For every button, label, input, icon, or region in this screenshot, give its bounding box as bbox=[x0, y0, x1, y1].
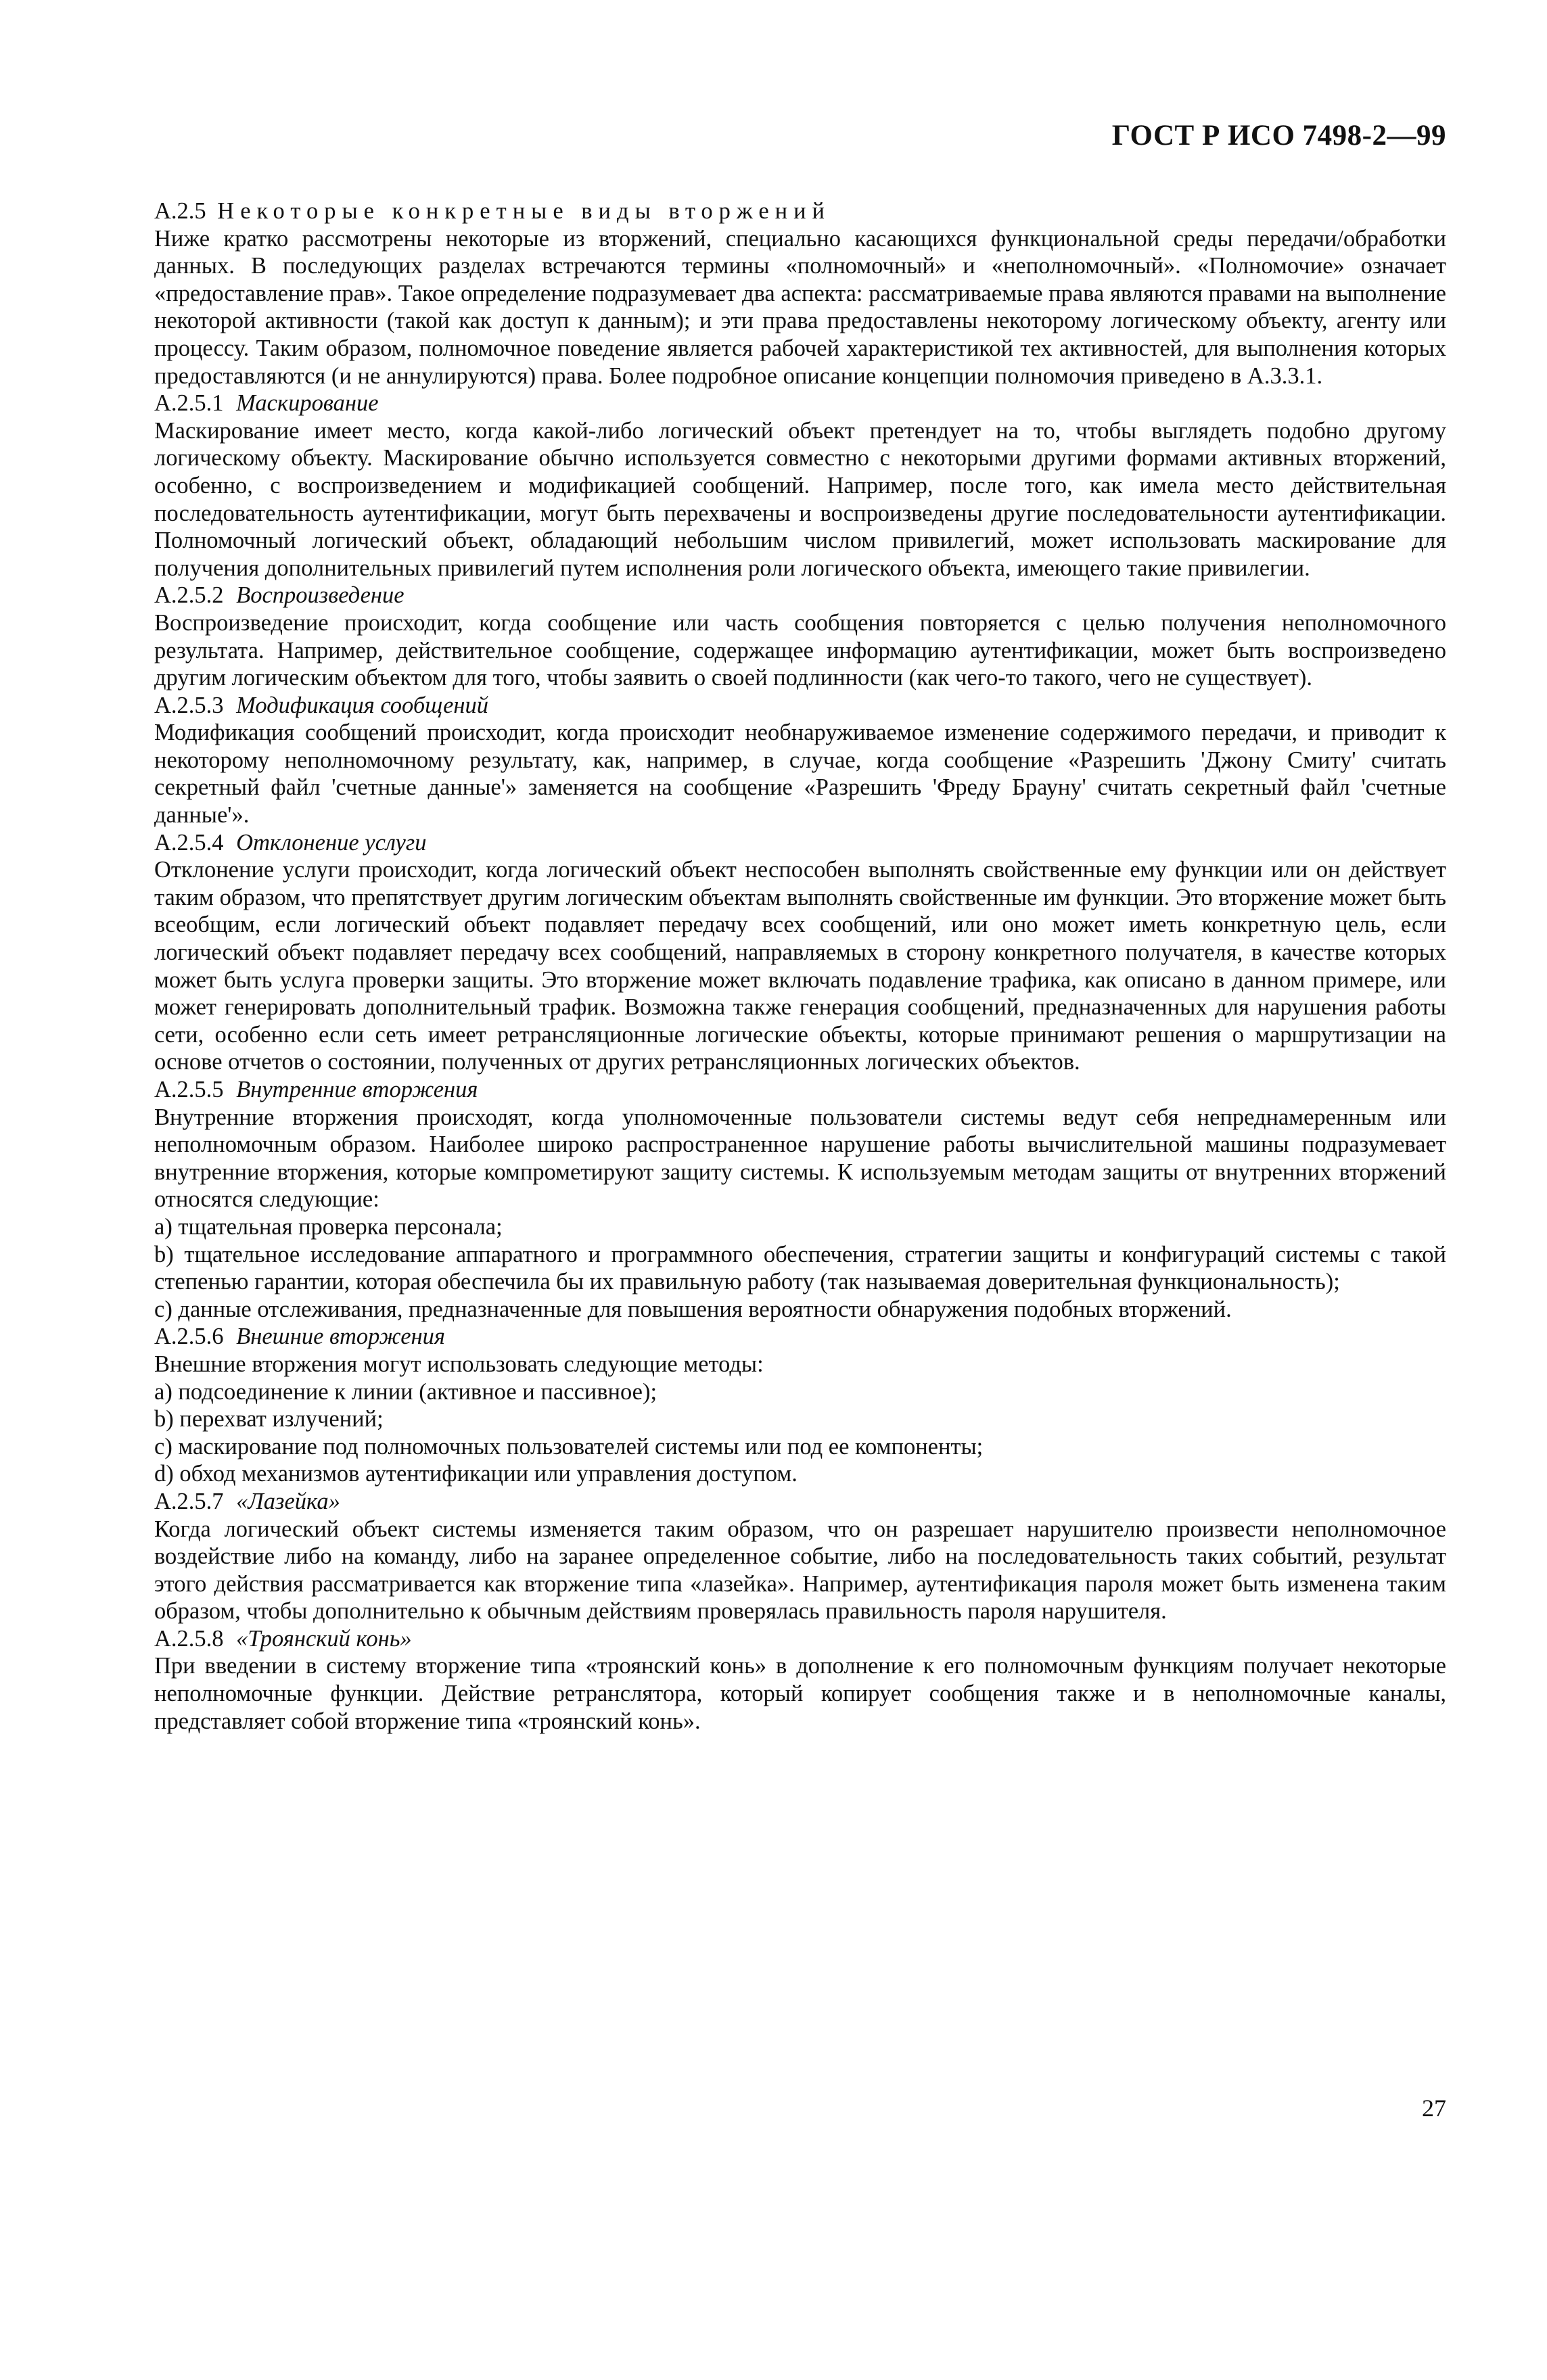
page-number: 27 bbox=[1422, 2095, 1446, 2122]
subsection-heading bbox=[154, 1323, 1446, 1351]
subsection-heading bbox=[154, 1488, 1446, 1516]
heading-title: «Троянский конь» bbox=[236, 1625, 412, 1652]
subsection-heading bbox=[154, 582, 1446, 609]
subsection-heading bbox=[154, 692, 1446, 720]
heading-number: A.2.5.7 bbox=[154, 1488, 224, 1514]
subsection-heading bbox=[154, 390, 1446, 417]
heading-number: A.2.5.3 bbox=[154, 692, 224, 718]
subsection-heading bbox=[154, 1076, 1446, 1104]
heading-title: Маскирование bbox=[236, 390, 379, 417]
heading-title: Внутренние вторжения bbox=[236, 1077, 478, 1102]
heading-number: A.2.5 bbox=[154, 198, 206, 224]
paragraph: a) тщательная проверка персонала; bbox=[154, 1213, 503, 1240]
paragraph: Модификация сообщений происходит, когда происходит необнаруживаемое изменение содержимого передачи, и приводит к некоторому неполномочному результату, как, например, в случае, когда сообщение «Разрешить 'Джону Смиту' считать секретный файл 'счетные данные'» заменяется на сообщение «Разрешить 'Фреду Брауну' считать секретный файл 'счетные данные'». bbox=[154, 720, 1446, 829]
heading-title: Отклонение услуги bbox=[236, 829, 427, 856]
heading-number: A.2.5.6 bbox=[154, 1324, 224, 1350]
paragraph: Внешние вторжения могут использовать следующие методы: bbox=[154, 1351, 764, 1377]
heading-number: A.2.5.5 bbox=[154, 1077, 224, 1102]
section-heading bbox=[154, 197, 1446, 225]
heading-title: Внешние вторжения bbox=[236, 1324, 445, 1350]
heading-title: Некоторые конкретные виды вторжений bbox=[217, 198, 831, 224]
heading-title: Модификация сообщений bbox=[236, 692, 489, 718]
paragraph: Внутренние вторжения происходят, когда уполномоченные пользователи системы ведут себя непреднамеренным или неполномочным образом. Наиболее широко распространенное нарушение работы вычислительной машины подразумевает внутренние вторжения, которые компрометируют защиту системы. К используемым методам защиты от внутренних вторжений относятся следующие: bbox=[154, 1104, 1446, 1213]
subsection-heading bbox=[154, 829, 1446, 857]
heading-number: A.2.5.4 bbox=[154, 829, 224, 856]
heading-title: «Лазейка» bbox=[236, 1488, 340, 1514]
heading-number: A.2.5.1 bbox=[154, 390, 224, 417]
paragraph: Ниже кратко рассмотрены некоторые из вторжений, специально касающихся функциональной среды передачи/обработки данных. В последующих разделах встречаются термины «полномочный» и «неполномочный». «Полномочие» означает «предоставление прав». Такое определение подразумевает два аспекта: рассматриваемые права являются правами на выполнение некоторой активности (такой как доступ к данным); и эти права предоставлены некоторому логическому объекту, агенту или процессу. Таким образом, полномочное поведение является рабочей характеристикой тех активностей, для выполнения которых предоставляются (и не аннулируются) права. Более подробное описание концепции полномочия приведено в A.3.3.1. bbox=[154, 225, 1446, 389]
heading-number: A.2.5.2 bbox=[154, 582, 224, 609]
subsection-heading bbox=[154, 1625, 1446, 1653]
heading-title: Воспроизведение bbox=[236, 582, 405, 609]
paragraph: a) подсоединение к линии (активное и пассивное); bbox=[154, 1378, 657, 1405]
heading-number: A.2.5.8 bbox=[154, 1625, 224, 1652]
paragraph: При введении в систему вторжение типа «троянский конь» в дополнение к его полномочным функциям получает некоторые неполномочные функции. Действие ретранслятора, который копирует сообщения также и в неполномочные каналы, представляет собой вторжение типа «троянский конь». bbox=[154, 1653, 1446, 1734]
paragraph: b) тщательное исследование аппаратного и программного обеспечения, стратегии защиты и конфигураций системы с такой степенью гарантии, которая обеспечила бы их правильную работу (так называемая доверительная функциональность); bbox=[154, 1241, 1446, 1295]
document-body bbox=[154, 197, 1446, 1735]
paragraph: d) обход механизмов аутентификации или управления доступом. bbox=[154, 1461, 798, 1487]
paragraph: b) перехват излучений; bbox=[154, 1406, 384, 1432]
paragraph: c) маскирование под полномочных пользователей системы или под ее компоненты; bbox=[154, 1433, 984, 1460]
paragraph: Когда логический объект системы изменяется таким образом, что он разрешает нарушителю произвести неполномочное воздействие либо на команду, либо на заранее определенное событие, либо на последовательность таких событий, результат этого действия рассматривается как вторжение типа «лазейка». Например, аутентификация пароля может быть изменена таким образом, чтобы дополнительно к обычным действиям проверялась правильность пароля нарушителя. bbox=[154, 1516, 1446, 1625]
paragraph: c) данные отслеживания, предназначенные для повышения вероятности обнаружения подобных вторжений. bbox=[154, 1296, 1232, 1322]
paragraph: Маскирование имеет место, когда какой-либо логический объект претендует на то, чтобы выглядеть подобно другому логическому объекту. Маскирование обычно используется совместно с некоторыми другими формами активных вторжений, особенно, с воспроизведением и модификацией сообщений. Например, после того, как имела место действительная последовательность аутентификации, могут быть перехвачены и воспроизведены другие последовательности аутентификации. Полномочный логический объект, обладающий небольшим числом привилегий, может использовать маскирование для получения дополнительных привилегий путем исполнения роли логического объекта, имеющего такие привилегии. bbox=[154, 417, 1446, 581]
paragraph: Воспроизведение происходит, когда сообщение или часть сообщения повторяется с целью получения неполномочного результата. Например, действительное сообщение, содержащее информацию аутентификации, может быть воспроизведено другим логическим объектом для того, чтобы заявить о своей подлинности (как чего-то такого, чего не существует). bbox=[154, 609, 1446, 691]
paragraph: Отклонение услуги происходит, когда логический объект неспособен выполнять свойственные ему функции или он действует таким образом, что препятствует другим логическим объектам выполнять свойственные им функции. Это вторжение может быть всеобщим, если логический объект подавляет передачу всех сообщений, или оно может иметь конкретную цель, если логический объект подавляет передачу всех сообщений, направляемых в сторону конкретного получателя, в качестве которых может быть услуга проверки защиты. Это вторжение может включать подавление трафика, как описано в данном примере, или может генерировать дополнительный трафик. Возможна также генерация сообщений, предназначенных для нарушения работы сети, особенно если сеть имеет ретрансляционные логические объекты, которые принимают решения о маршрутизации на основе отчетов о состоянии, полученных от других ретрансляционных логических объектов. bbox=[154, 857, 1446, 1075]
document-code-header: ГОСТ Р ИСО 7498-2—99 bbox=[1111, 120, 1446, 151]
